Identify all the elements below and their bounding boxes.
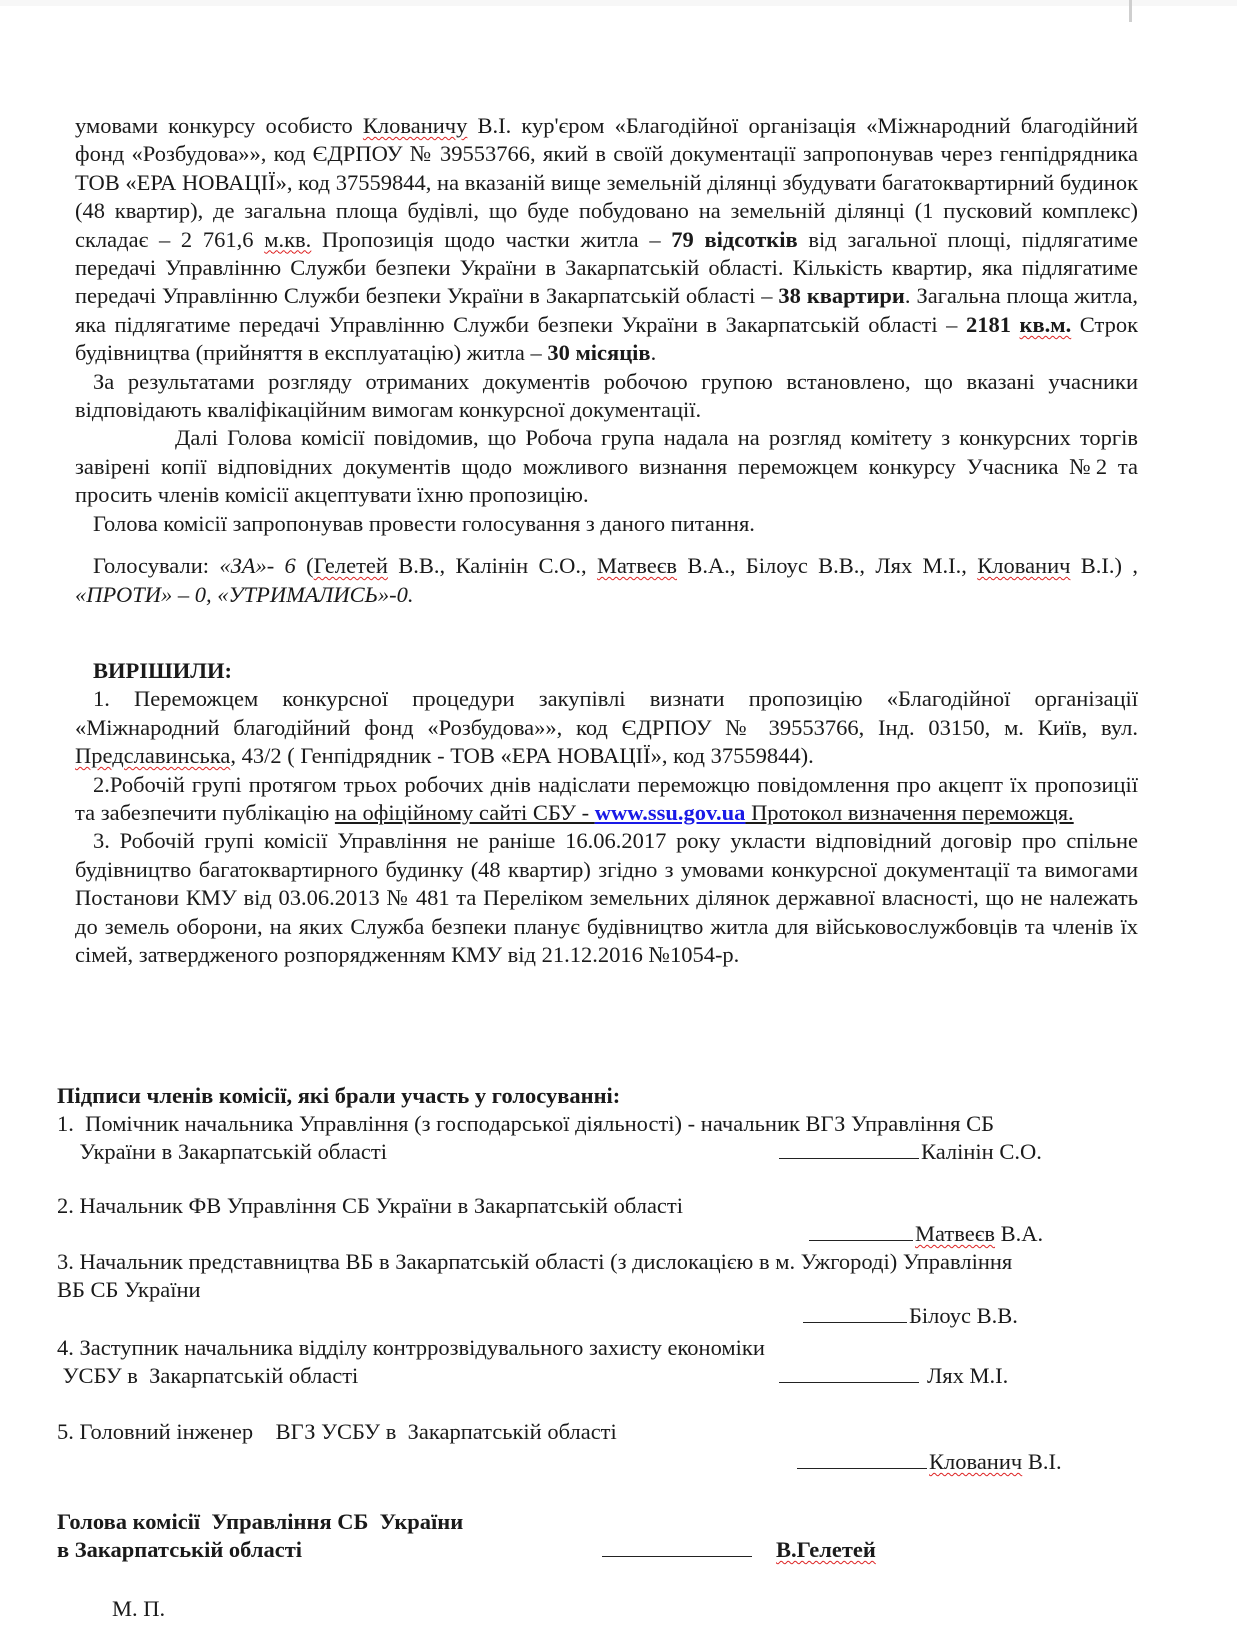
text: В.І.) , [1070,553,1138,579]
member-signature [779,1362,1008,1390]
decision-3: 3. Робочій групі комісії Управління не раніше 16.06.2017 року укласти відповідний договір про спільне будівництво багатоквартирного будинку (48 квартир) згідно з умовами конкурсної документації та вимогами Постанови КМУ від 03.06.2013 № 481 та Переліком земельних ділянок державної власності, що не належать до земель оборони, на яких Служба безпеки планує будівництво житла для військовослужбовців та членів їх сімей, затвердженого розпорядженням КМУ від 21.12.2016 №1054-р. [75,828,1138,967]
signatures-block [57,1082,1137,1478]
member-name: В.І. [1022,1449,1062,1474]
signature-member-4 [57,1334,1137,1418]
member-signature [803,1302,1018,1330]
signature-line [602,1536,752,1557]
signatures-title: Підписи членів комісії, які брали участь у голосуванні: [57,1083,621,1108]
signature-line [809,1220,913,1241]
underlined-text: на офіційному сайті СБУ - [334,799,595,825]
member-position: 3. Начальник представництва ВБ в Закарпатській області (з дислокацією в м. Ужгороді) Управління [57,1249,1013,1274]
member-name: Лях М.І. [927,1363,1009,1388]
signature-member-5 [57,1418,1137,1478]
text: умовами конкурсу особисто [75,113,363,138]
paragraph-chair-report: Далі Голова комісії повідомив, що Робоча група надала на розгляд комітету з конкурсних торгів завірені копії відповідних документів щодо можливого визнання переможцем конкурсу Учасника №2 та просить членів комісії акцептувати їхню пропозицію. [75,425,1138,508]
member-position: 5. Головний інженер ВГЗ УСБУ в Закарпатській області [57,1419,617,1444]
signature-line [779,1138,919,1159]
underlined-text: Протокол визначення переможця. [745,799,1074,825]
vote-abstain: «УТРИМАЛИСЬ»-0. [217,581,414,607]
text: ( [295,553,314,579]
spellcheck-word[interactable]: Клованич [929,1449,1023,1474]
member-signature [809,1220,1043,1248]
member-position: ВБ СБ України [57,1277,201,1302]
text: 2.Робочій групі протягом трьох робочих днів надіслати переможцю повідомлення про акцепт їх пропозиції та забезпечити публікацію [75,771,1138,825]
signature-member-2 [57,1192,1137,1248]
text: 1. Переможцем конкурсної процедури закупівлі визнати пропозицію «Благодійної організації «Міжнародний благодійний фонд «Розбудова»», код ЄДРПОУ № 39553766, Інд. 03150, м. Київ, вул. [75,686,1138,740]
bold-term: 30 місяців [547,340,651,366]
member-name: Білоус В.В. [909,1303,1018,1328]
paragraph-offer-details [75,112,1138,368]
spellcheck-word[interactable]: Клованич [977,553,1071,579]
chair-name[interactable]: В.Гелетей [776,1537,876,1562]
decision-2 [75,771,1138,828]
member-position: УСБУ в Закарпатській області [57,1363,359,1388]
bold-apartments: 38 квартири [778,283,905,309]
chair-signature [602,1536,876,1563]
bold-area: 2181 [965,311,1020,337]
chair-block [57,1508,463,1564]
scrollbar-indicator[interactable] [1129,0,1132,22]
text: від загальної площі, підлягатиме передачі Управлінню Служби безпеки України в Закарпатській області. Кількість квартир, яка підлягатиме передачі Управлінню Служби безпеки України в Закарпатській області – [75,226,1138,309]
vote-for: «ЗА»- 6 [219,553,296,579]
spellcheck-word[interactable]: Матвеєв [597,553,678,579]
spellcheck-word[interactable]: м.кв. [264,226,312,252]
stamp-place: М. П. [112,1596,166,1621]
member-signature [779,1138,1042,1166]
vote-against: «ПРОТИ» – 0, [75,581,212,607]
text: В.І. кур'єром «Благодійної організація «Міжнародний благодійний фонд «Розбудова»», код ЄДРПОУ № 39553766, який в своїй документації запропонував через генпідрядника ТОВ «ЕРА НОВАЦІЇ», код 37559844, на вказаній вище земельній ділянці збудувати багатоквартирний будинок (48 квартир), де загальна площа будівлі, що буде побудовано на земельній ділянці (1 пусковий комплекс) складає – 2 761,6 [75,113,1138,252]
member-name: Калінін С.О. [921,1139,1042,1164]
text: . [650,340,657,366]
chair-title: Голова комісії Управління СБ України [57,1509,464,1534]
member-signature [797,1448,1062,1476]
document-body [75,112,1138,969]
chair-title: в Закарпатській області [57,1537,303,1562]
member-position: 4. Заступник начальника відділу контррозвідувального захисту економіки [57,1335,765,1360]
member-position: 1. Помічник начальника Управління (з господарської діяльності) - начальник ВГЗ Управління СБ [57,1111,995,1136]
paragraph-vote-result [75,552,1138,609]
decided-heading: ВИРІШИЛИ: [93,657,232,683]
decision-1 [75,685,1138,770]
spellcheck-word[interactable]: Матвеєв [915,1221,996,1246]
spellcheck-word[interactable]: Гелетей [313,553,388,579]
signature-member-1 [57,1110,1137,1192]
signature-line [797,1448,927,1469]
text: В.В., Калінін С.О., [387,553,597,579]
member-position: 2. Начальник ФВ Управління СБ України в Закарпатській області [57,1193,684,1218]
member-position: України в Закарпатській області [57,1139,387,1164]
spellcheck-word[interactable]: Предславинська [75,743,231,769]
text: Голосували: [93,553,220,579]
text: Пропозиція щодо частки житла – [311,226,672,252]
signature-line [803,1302,907,1323]
viewer-top-strip [0,0,1237,6]
bold-percent: 79 відсотків [671,226,798,252]
paragraph-review-result: За результатами розгляду отриманих документів робочою групою встановлено, що вказані учасники відповідають кваліфікаційним вимогам конкурсної документації. [75,368,1138,423]
ssu-website-link[interactable]: www.ssu.gov.ua [594,799,746,825]
spellcheck-word[interactable]: кв.м. [1019,311,1072,337]
text: В.А., Білоус В.В., Лях М.І., [677,553,978,579]
text: . Загальна площа житла, яка підлягатиме передачі Управлінню Служби безпеки України в Закарпатській області – [75,283,1138,337]
member-name: В.А. [995,1221,1044,1246]
signature-member-3 [57,1248,1137,1334]
spellcheck-word[interactable]: Клованичу [362,113,468,138]
text: Строк будівництва (прийняття в експлуатацію) житла – [75,311,1139,366]
text: , 43/2 ( Генпідрядник - ТОВ «ЕРА НОВАЦІЇ», код 37559844). [230,743,814,769]
paragraph-vote-proposal: Голова комісії запропонував провести голосування з даного питання. [93,510,755,536]
signature-line [779,1362,919,1383]
